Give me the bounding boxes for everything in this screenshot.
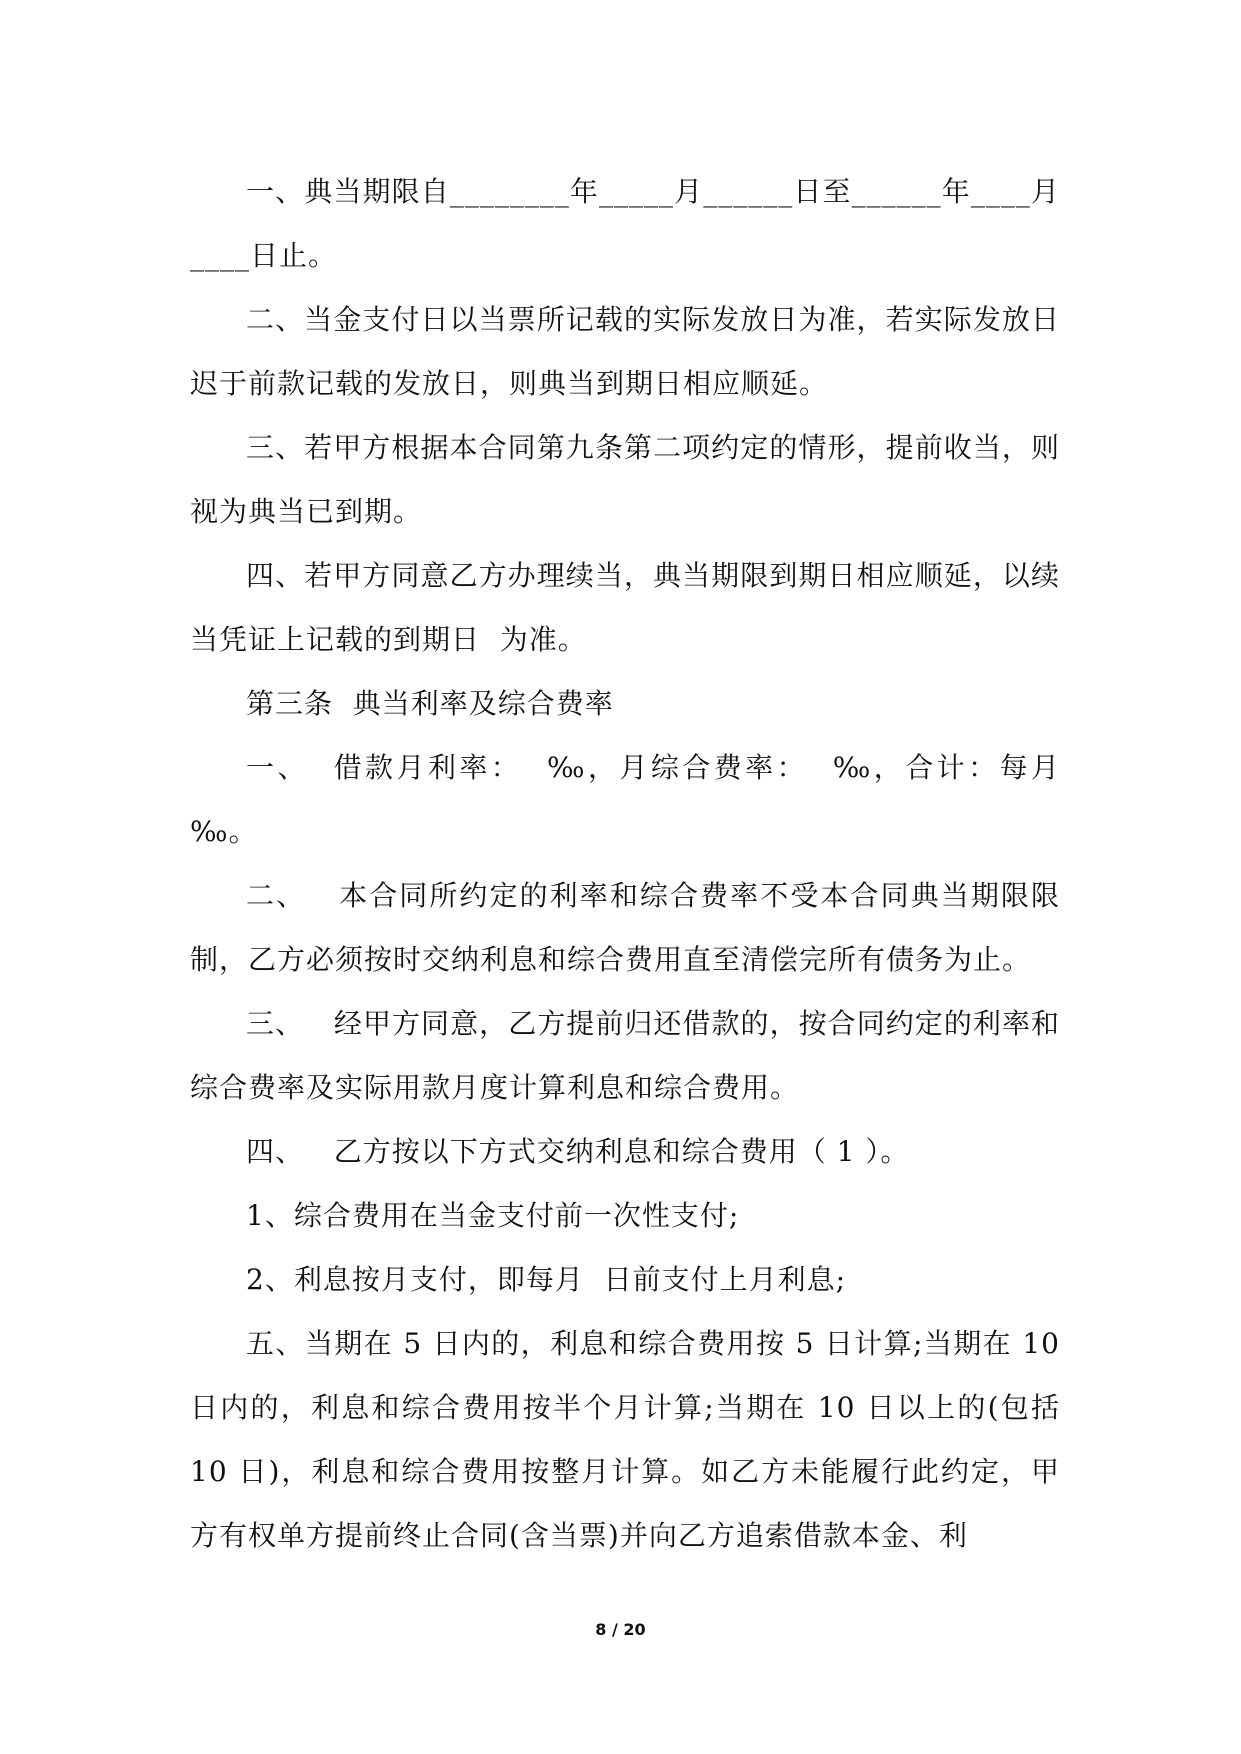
clause-payment-date: 二、当金支付日以当票所记载的实际发放日为准，若实际发放日迟于前款记载的发放日，则典当到期日相应顺延。: [190, 303, 1060, 400]
clause-rate-independence: 二、 本合同所约定的利率和综合费率不受本合同典当期限限制，乙方必须按时交纳利息和综合费用直至清偿完所有债务为止。: [190, 879, 1060, 976]
payment-item-interest: 2、利息按月支付，即每月 日前支付上月利息;: [246, 1263, 847, 1296]
payment-item-fees: 1、综合费用在当金支付前一次性支付;: [246, 1199, 740, 1232]
clause-early-repayment: 三、 经甲方同意，乙方提前归还借款的，按合同约定的利率和综合费率及实际用款月度计算利息和综合费用。: [190, 1007, 1060, 1104]
article-three-heading: 第三条 典当利率及综合费率: [246, 687, 614, 720]
clause-interest-rate: 一、 借款月利率： ‰，月综合费率： ‰，合计：每月 ‰。: [190, 751, 1070, 848]
clause-pawn-term: 一、典当期限自________年_____月______日至______年____月____日止。: [190, 175, 1060, 272]
clause-early-redemption: 三、若甲方根据本合同第九条第二项约定的情形，提前收当，则视为典当已到期。: [190, 431, 1060, 528]
page-number: 8 / 20: [595, 1620, 646, 1639]
clause-period-calculation: 五、当期在 5 日内的，利息和综合费用按 5 日计算;当期在 10 日内的，利息和综合费用按半个月计算;当期在 10 日以上的(包括 10 日)，利息和综合费用按整月计算。如乙方未能履行此约定，甲方有权单方提前终止合同(含当票)并向乙方追索借款本金、利: [190, 1327, 1070, 1552]
clause-payment-method: 四、 乙方按以下方式交纳利息和综合费用（ 1 ）。: [246, 1135, 910, 1168]
clause-renewal: 四、若甲方同意乙方办理续当，典当期限到期日相应顺延，以续当凭证上记载的到期日 为准。: [190, 559, 1060, 656]
document-body: [190, 160, 1070, 1568]
